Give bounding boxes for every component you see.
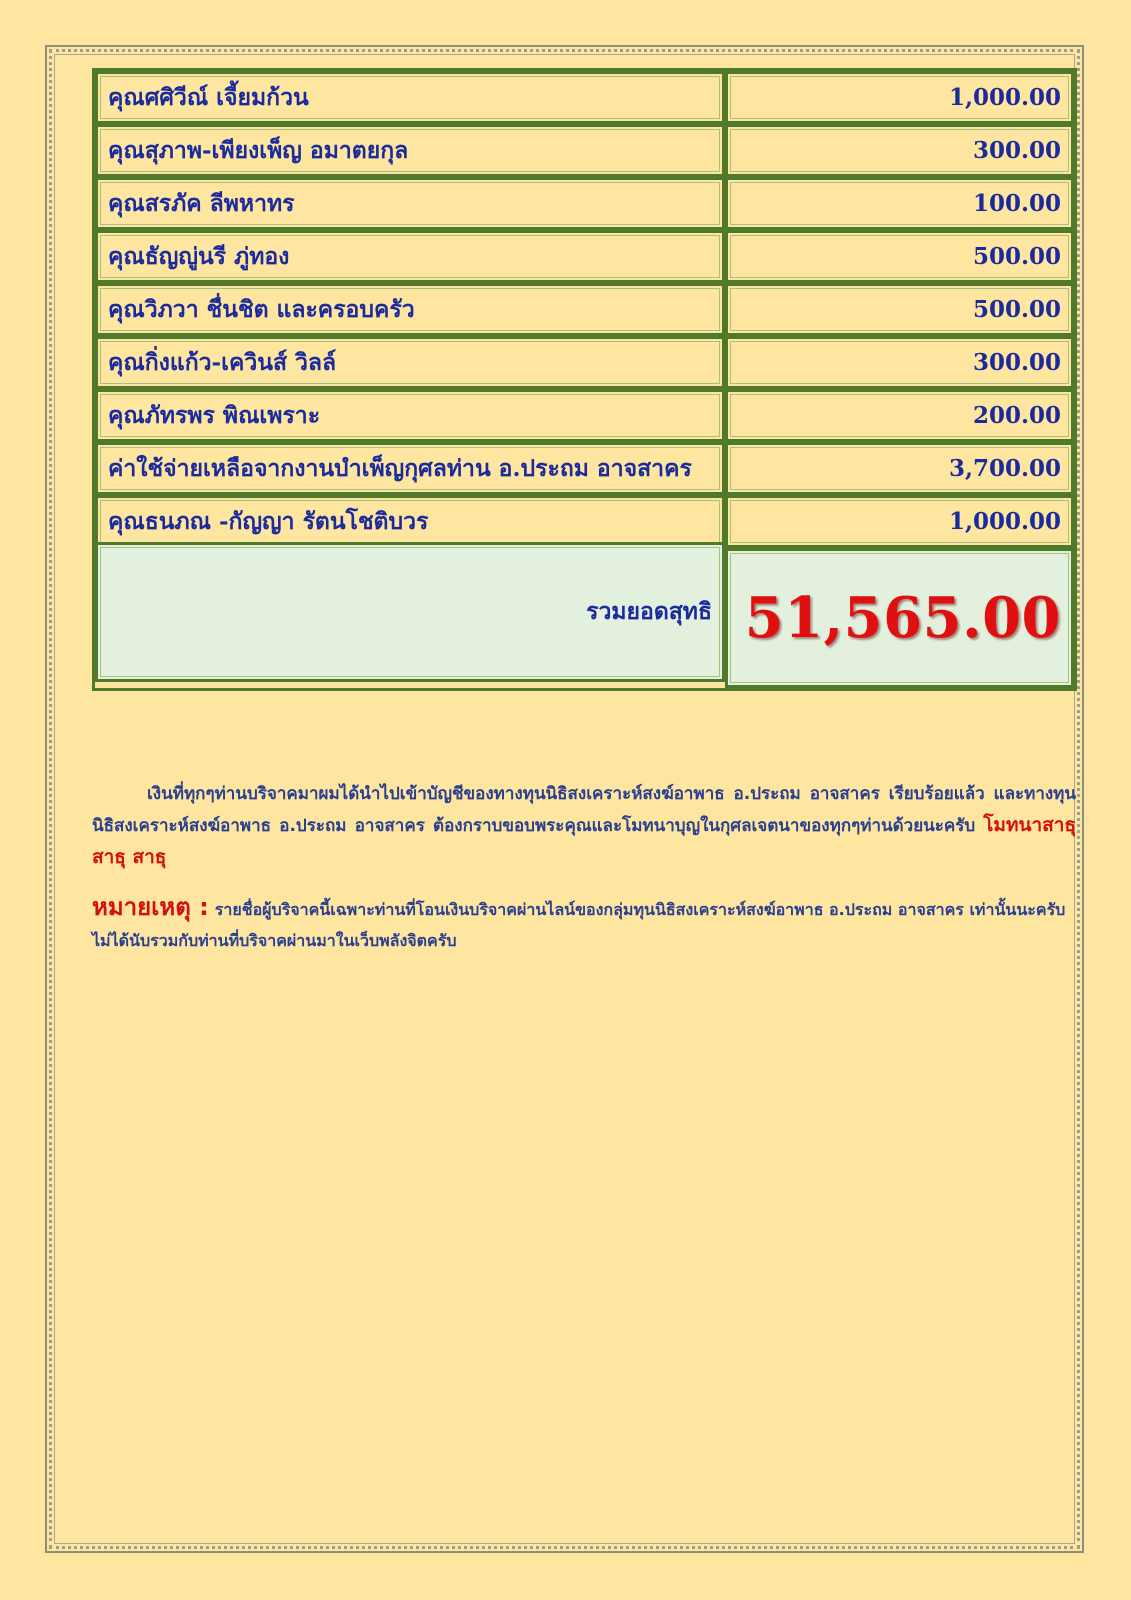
donor-name: คุณกิ่งแก้ว-เควินส์ วิลล์ (95, 336, 725, 389)
thanks-text: เงินที่ทุกๆท่านบริจาคมาผมได้นำไปเข้าบัญชีของทางทุนนิธิสงเคราะห์สงฆ์อาพาธ อ.ประถม อาจสาคร เรียบร้อยแล้ว และทางทุนนิธิสงเคราะห์สงฆ์อาพาธ อ.ประถม อาจสาคร ต้องกราบขอบพระคุณและโมทนาบุญในกุศลเจตนาของทุกๆท่านด้วยนะครับ (92, 784, 1076, 836)
donation-amount: 500.00 (725, 230, 1074, 283)
table-row (95, 230, 1074, 283)
donation-amount: 300.00 (725, 336, 1074, 389)
table-row (95, 124, 1074, 177)
donor-name: คุณธัญญู่นรี ภู่ทอง (95, 230, 725, 283)
table-row (95, 442, 1074, 495)
donor-name: ค่าใช้จ่ายเหลือจากงานบำเพ็ญกุศลท่าน อ.ประถม อาจสาคร (95, 442, 725, 495)
anumodana-highlight: โมทนาสาธุ สาธุ สาธุ (92, 814, 1076, 868)
note-label: หมายเหตุ : (92, 893, 209, 921)
donation-amount: 1,000.00 (725, 495, 1074, 548)
thanks-paragraph (92, 779, 1076, 874)
total-row (95, 548, 1074, 688)
donation-amount: 200.00 (725, 389, 1074, 442)
donor-name: คุณภัทรพร พิณเพราะ (95, 389, 725, 442)
donor-name: คุณวิภวา ชื่นชิต และครอบครัว (95, 283, 725, 336)
table-row (95, 495, 1074, 548)
table-row (95, 71, 1074, 124)
donor-name: คุณธนภณ -กัญญา รัตนโชติบวร (95, 495, 725, 548)
donor-name: คุณสรภัค ลีพหาทร (95, 177, 725, 230)
note-text: รายชื่อผู้บริจาคนี้เฉพาะท่านที่โอนเงินบริจาคผ่านไลน์ของกลุ่มทุนนิธิสงเคราะห์สงฆ์อาพาธ อ.ประถม อาจสาคร เท่านั้นนะครับไม่ได้นับรวมกับท่านที่บริจาคผ่านมาในเว็บพลังจิตครับ (92, 900, 1066, 950)
total-label: รวมยอดสุทธิ (95, 542, 725, 682)
table-row (95, 389, 1074, 442)
donation-amount: 3,700.00 (725, 442, 1074, 495)
table-row (95, 177, 1074, 230)
donation-amount: 300.00 (725, 124, 1074, 177)
note-paragraph (92, 892, 1076, 956)
donation-amount: 100.00 (725, 177, 1074, 230)
donation-amount: 1,000.00 (725, 71, 1074, 124)
donor-name: คุณศศิวีณ์ เจี้ยมก้วน (95, 71, 725, 124)
table-row (95, 283, 1074, 336)
donor-name: คุณสุภาพ-เพียงเพ็ญ อมาตยกุล (95, 124, 725, 177)
donation-amount: 500.00 (725, 283, 1074, 336)
table-row (95, 336, 1074, 389)
total-amount: 51,565.00 (725, 548, 1074, 688)
donation-table (92, 68, 1077, 691)
